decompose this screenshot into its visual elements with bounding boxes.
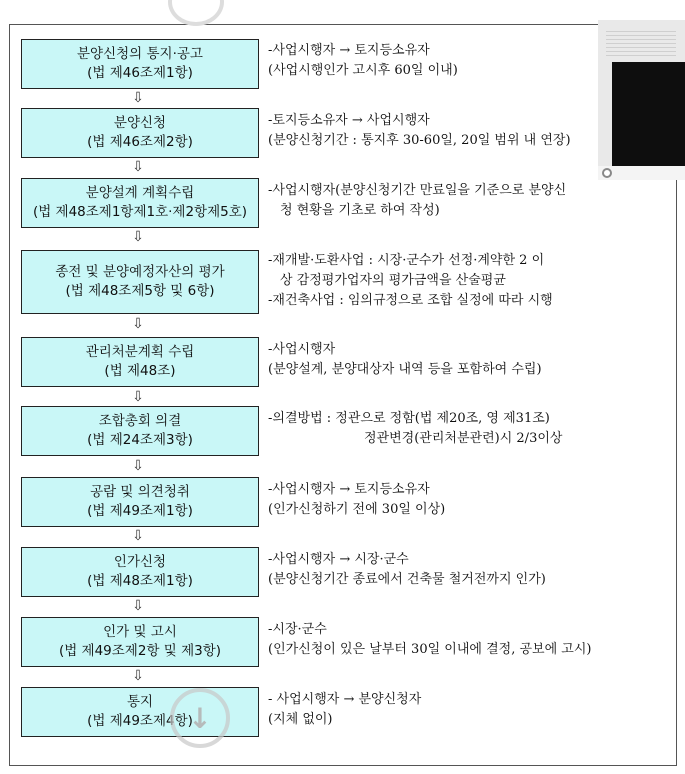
desc-line: -사업시행자 → 토지등소유자	[268, 43, 430, 58]
step-box-2	[21, 108, 259, 158]
step-law: (법 제48조)	[104, 363, 176, 379]
step-box-6	[21, 406, 259, 456]
step-law: (법 제46조제2항)	[87, 134, 193, 150]
desc-line: (인가신청하기 전에 30일 이상)	[268, 502, 446, 517]
desc-line: (분양신청기간 : 통지후 30-60일, 20일 범위 내 연장)	[268, 133, 571, 148]
step-title: 인가신청	[113, 554, 167, 570]
down-arrow-icon: ⇩	[132, 90, 144, 106]
step-desc-8	[268, 550, 670, 590]
slider-knob-icon[interactable]	[602, 168, 612, 178]
down-arrow-icon: ⇩	[132, 528, 144, 544]
step-box-9	[21, 617, 259, 667]
step-law: (법 제49조제2항 및 제3항)	[58, 643, 222, 659]
down-arrow-icon: ⇩	[132, 668, 144, 684]
step-box-4	[21, 250, 259, 314]
step-law: (법 제49조제4항)	[87, 713, 193, 729]
down-arrow-icon: ⇩	[132, 316, 144, 332]
step-title: 통지	[126, 694, 154, 710]
step-title: 공람 및 의견청취	[90, 484, 190, 500]
desc-line: -토지등소유자 → 사업시행자	[268, 113, 430, 128]
desc-line: -사업시행자(분양신청기간 만료일을 기준으로 분양신	[268, 183, 567, 198]
video-thumbnail-overlay[interactable]	[598, 20, 685, 180]
step-title: 조합총회 의결	[98, 413, 182, 429]
desc-line: (분양신청기간 종료에서 건축물 철거전까지 인가)	[268, 572, 546, 587]
desc-line: (인가신청이 있은 날부터 30일 이내에 결정, 공보에 고시)	[268, 642, 592, 657]
step-law: (법 제48조제1항제1호·제2항제5호)	[32, 204, 248, 220]
thumbnail-text-lines	[606, 28, 676, 58]
desc-line: -재건축사업 : 임의규정으로 조합 실정에 따라 시행	[268, 293, 553, 308]
watermark-circle-bottom	[170, 688, 230, 748]
desc-line: (분양설계, 분양대상자 내역 등을 포함하여 수립)	[268, 362, 542, 377]
step-law: (법 제49조제1항)	[87, 503, 193, 519]
step-law: (법 제48조제1항)	[87, 573, 193, 589]
desc-line: (지체 없이)	[268, 712, 333, 727]
thumbnail-dark-area	[612, 62, 685, 172]
down-arrow-icon: ⇩	[132, 159, 144, 175]
step-box-3	[21, 178, 259, 228]
step-box-7	[21, 477, 259, 527]
desc-line: - 사업시행자 → 분양신청자	[268, 692, 422, 707]
step-title: 분양신청	[113, 115, 167, 131]
desc-line: 청 현황을 기초로 하여 작성)	[280, 203, 440, 218]
desc-line: -사업시행자 → 시장·군수	[268, 552, 409, 567]
step-desc-7	[268, 480, 670, 520]
desc-line: 상 감정평가업자의 평가금액을 산술평균	[280, 273, 506, 288]
down-arrow-icon: ⇩	[132, 389, 144, 405]
step-law: (법 제46조제1항)	[87, 65, 193, 81]
step-desc-6	[268, 409, 670, 449]
watermark-arrow-icon: ↓	[188, 701, 212, 735]
watermark-circle-top	[168, 0, 224, 26]
step-title: 종전 및 분양예정자산의 평가	[55, 264, 225, 280]
desc-line: -의결방법 : 정관으로 정함(법 제20조, 영 제31조)	[268, 411, 550, 426]
down-arrow-icon: ⇩	[132, 598, 144, 614]
step-title: 분양신청의 통지·공고	[77, 46, 203, 62]
step-desc-4	[268, 251, 670, 311]
step-title: 분양설계 계획수립	[85, 185, 195, 201]
step-law: (법 제24조제3항)	[87, 432, 193, 448]
step-title: 인가 및 고시	[103, 624, 177, 640]
step-desc-10	[268, 690, 670, 730]
desc-line: -사업시행자 → 토지등소유자	[268, 482, 430, 497]
step-desc-3	[268, 181, 670, 221]
desc-line: (사업시행인가 고시후 60일 이내)	[268, 63, 458, 78]
step-desc-5	[268, 340, 670, 380]
desc-line: -재개발·도환사업 : 시장·군수가 선정·계약한 2 이	[268, 253, 545, 268]
step-desc-9	[268, 620, 670, 660]
down-arrow-icon: ⇩	[132, 458, 144, 474]
desc-line: 정관변경(관리처분관련)시 2/3이상	[364, 431, 563, 446]
desc-line: -시장·군수	[268, 622, 327, 637]
step-title: 관리처분계획 수립	[85, 344, 195, 360]
step-box-5	[21, 337, 259, 387]
step-box-8	[21, 547, 259, 597]
desc-line: -사업시행자	[268, 342, 336, 357]
step-law: (법 제48조제5항 및 6항)	[65, 283, 215, 299]
step-box-1	[21, 39, 259, 89]
down-arrow-icon: ⇩	[132, 229, 144, 245]
